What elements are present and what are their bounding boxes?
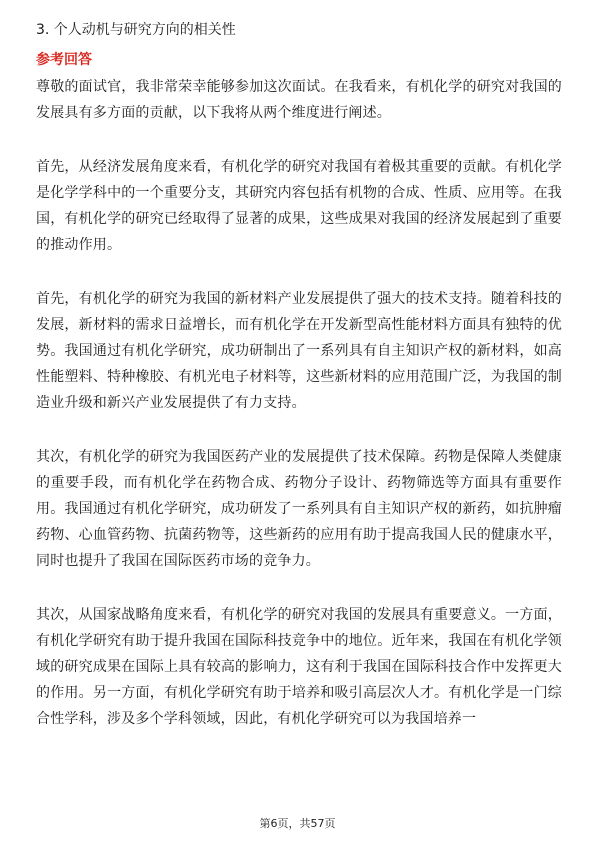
paragraph-strategy: 其次，从国家战略角度来看，有机化学的研究对我国的发展具有重要意义。一方面，有机化学研究有助于提升我国在国际科技竞争中的地位。近年来，我国在有机化学领域的研究成果在国际上具有较高的影响力，这有利于我国在国际科技合作中发挥更大的作用。另一方面，有机化学研究有助于培养和吸引高层次人才。有机化学是一门综合性学科，涉及多个学科领域，因此，有机化学研究可以为我国培养一 (36, 607, 562, 727)
page-number: 第6页，共57页 (259, 817, 336, 830)
section-title: 3. 个人动机与研究方向的相关性 (36, 22, 236, 38)
document-page (36, 20, 562, 760)
paragraph-medicine: 其次，有机化学的研究为我国医药产业的发展提供了技术保障。药物是保障人类健康的重要手段，而有机化学在药物合成、药物分子设计、药物筛选等方面具有重要作用。我国通过有机化学研究，成功研发了一系列具有自主知识产权的新药，如抗肿瘤药物、心血管药物、抗菌药物等，这些新药的应用有助于提高我国人民的健康水平，同时也提升了我国在国际医药市场的竞争力。 (36, 449, 562, 569)
paragraph-economy: 首先，从经济发展角度来看，有机化学的研究对我国有着极其重要的贡献。有机化学是化学学科中的一个重要分支，其研究内容包括有机物的合成、性质、应用等。在我国，有机化学的研究已经取得了显著的成果，这些成果对我国的经济发展起到了重要的推动作用。 (36, 159, 562, 253)
paragraph-intro: 尊敬的面试官，我非常荣幸能够参加这次面试。在我看来，有机化学的研究对我国的发展具有多方面的贡献，以下我将从两个维度进行阐述。 (36, 79, 562, 121)
paragraph-materials: 首先，有机化学的研究为我国的新材料产业发展提供了强大的技术支持。随着科技的发展，新材料的需求日益增长，而有机化学在开发新型高性能材料方面具有独特的优势。我国通过有机化学研究，成功研制出了一系列具有自主知识产权的新材料，如高性能塑料、特种橡胶、有机光电子材料等，这些新材料的应用范围广泛，为我国的制造业升级和新兴产业发展提供了有力支持。 (36, 291, 562, 411)
answer-label: 参考回答 (36, 52, 92, 68)
